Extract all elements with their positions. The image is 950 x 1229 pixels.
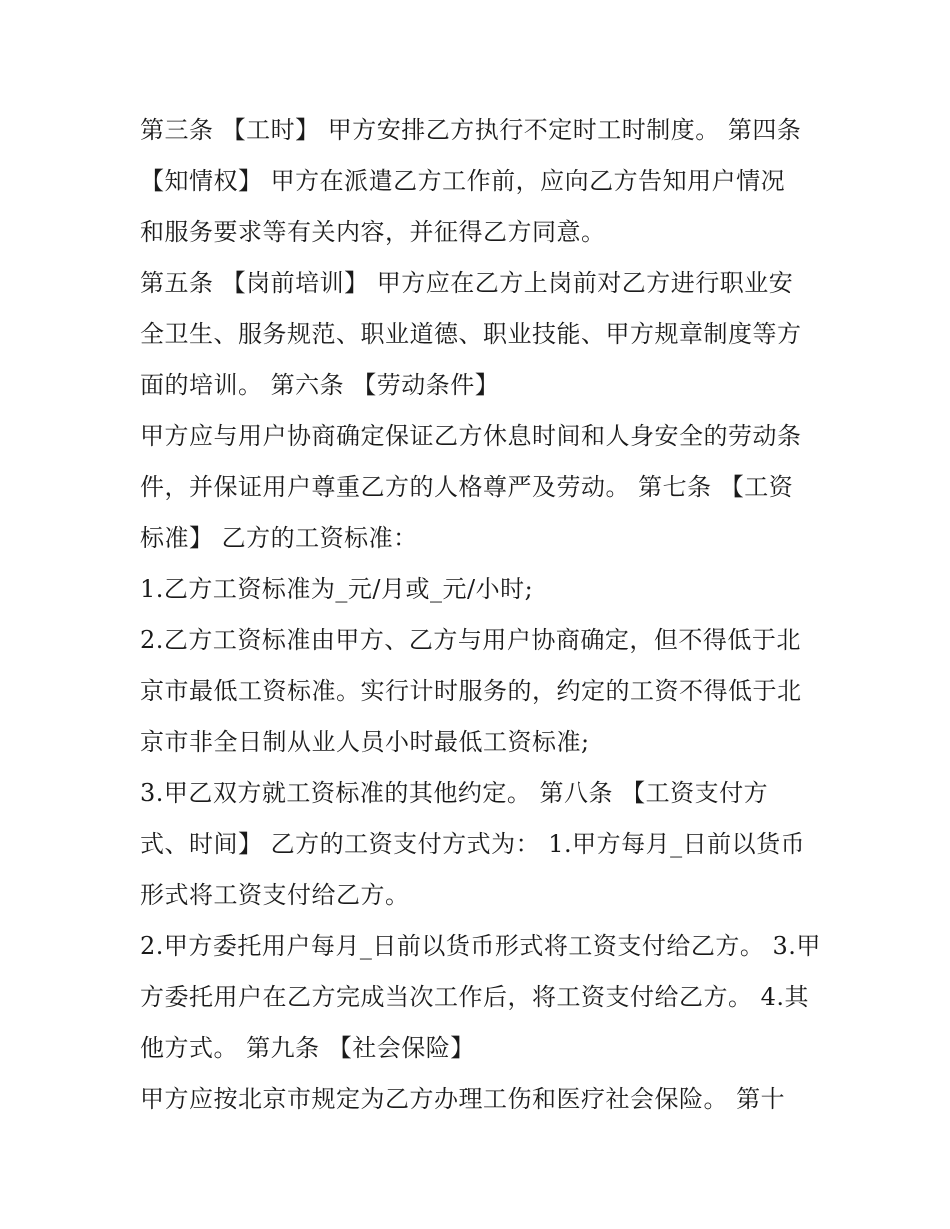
text-line: 2.乙方工资标准由甲方、乙方与用户协商确定，但不得低于北 bbox=[140, 626, 801, 654]
text-line: 3.甲乙双方就工资标准的其他约定。 第八条 【工资支付方 bbox=[140, 779, 769, 807]
text-line: 形式将工资支付给乙方。 bbox=[140, 881, 410, 909]
text-line: 式、时间】 乙方的工资支付方式为： 1.甲方每月_日前以货币 bbox=[140, 830, 806, 858]
text-line: 2.甲方委托用户每月_日前以货币形式将工资支付给乙方。 3.甲 bbox=[140, 932, 821, 960]
contract-text bbox=[140, 105, 820, 1125]
text-line: 面的培训。 第六条 【劳动条件】 bbox=[140, 371, 500, 399]
text-line: 件，并保证用户尊重乙方的人格尊严及劳动。 第七条 【工资 bbox=[140, 473, 794, 501]
text-line: 方委托用户在乙方完成当次工作后，将工资支付给乙方。 4.其 bbox=[140, 983, 810, 1011]
text-line: 甲方应按北京市规定为乙方办理工伤和医疗社会保险。 第十 bbox=[140, 1085, 786, 1113]
text-line: 甲方应与用户协商确定保证乙方休息时间和人身安全的劳动条 bbox=[140, 422, 802, 450]
text-line: 第五条 【岗前培训】 甲方应在乙方上岗前对乙方进行职业安 bbox=[140, 269, 794, 297]
text-line: 标准】 乙方的工资标准： bbox=[140, 524, 418, 552]
text-line: 和服务要求等有关内容，并征得乙方同意。 bbox=[140, 218, 606, 246]
text-line: 第三条 【工时】 甲方安排乙方执行不定时工时制度。 第四条 bbox=[140, 116, 802, 144]
text-line: 京市非全日制从业人员小时最低工资标准; bbox=[140, 728, 590, 756]
text-line: 【知情权】 甲方在派遣乙方工作前，应向乙方告知用户情况 bbox=[140, 167, 786, 195]
text-line: 京市最低工资标准。实行计时服务的，约定的工资不得低于北 bbox=[140, 677, 802, 705]
text-line: 1.乙方工资标准为_元/月或_元/小时; bbox=[140, 575, 534, 603]
text-line: 全卫生、服务规范、职业道德、职业技能、甲方规章制度等方 bbox=[140, 320, 802, 348]
text-line: 他方式。 第九条 【社会保险】 bbox=[140, 1034, 475, 1062]
